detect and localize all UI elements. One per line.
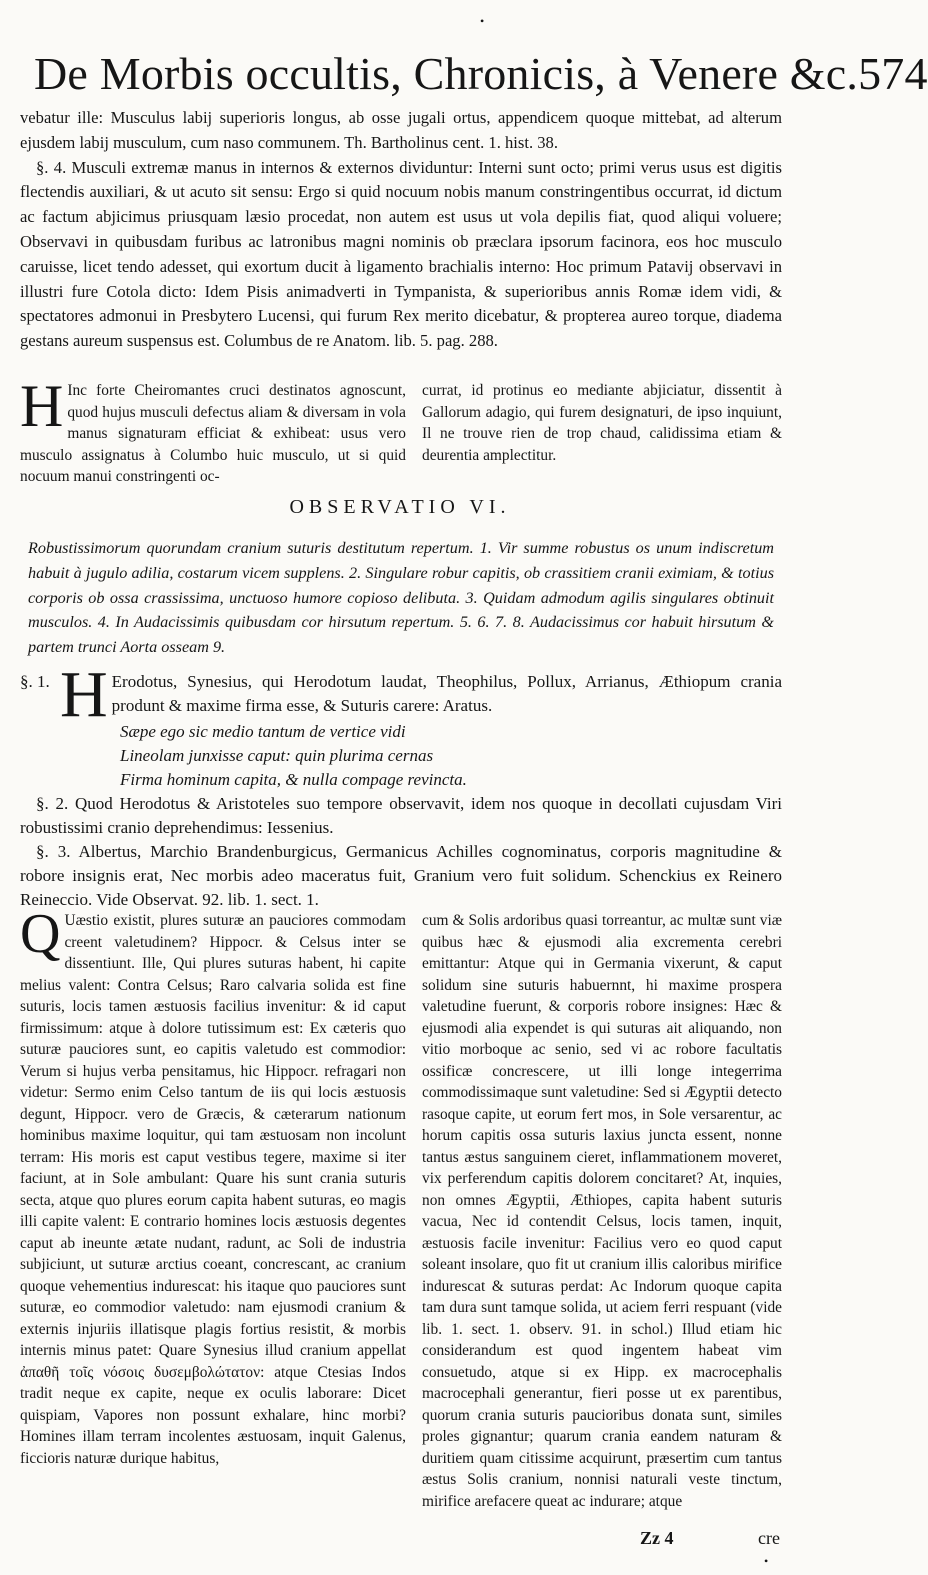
commentary-left-column (20, 373, 406, 488)
commentary-columns (20, 373, 782, 488)
poem-line: Lineolam junxisse caput: quin plurima cernas (120, 746, 434, 765)
observatio-summary: Robustissimorum quorundam cranium suturis destitutum repertum. 1. Vir summe robustus os unum indiscretum habuit à jugulo adilia, costarum vicem supplens. 2. Singulare robur capitis, ob crassitiem cranii eximiam, & totius corporis ob ossa crassissima, unctuoso humore copioso delibuta. 3. Quidam admodum agilis singulares obtinuit musculos. 4. In Audacissimis quibusdam cor hirsutum repertum. 5. 6. 7. 8. Audacissimus cor habuit hirsutum & partem trunci Aorta osseam 9. (28, 539, 774, 657)
quaestio-left-column (20, 903, 406, 1512)
paragraph-herodotus: §. 2. Quod Herodotus & Aristoteles suo tempore observavit, idem nos quoque in decollati cujusdam Viri robustissimi cranio deprehendimus: Iessenius. (20, 794, 782, 837)
quaestio-columns (20, 903, 782, 1512)
page-number: 574 (858, 48, 928, 99)
quaestio-left-text: Uæstio existit, plures suturæ an pauciores commodam creent valetudinem? Hippocr. & Celsus inter se dissentiunt. Ille, Qui plures suturas habent, hi capite melius valent: Contra Celsus; Raro calvaria solida est fine suturis, locis tamen æstuosis facilius invenitur: & id caput firmissimum: atque à dolore tutissimum est: Ex cæteris quo suturæ pauciores sunt, eo capitis valetudo est commodior: Verum si hujus verba pensitamus, hic Hippocr. refragari non videtur: Sermo enim Celso tantum de iis qui locis æstuosis degunt, Hippocr. vero de Græcis, & cæterarum nationum hominibus maxime loquitur, qui tam æstuosam non incolunt terram: His moris est caput vestibus tegere, maxime si iter faciunt, at in Sole ambulant: Quare his sunt crania suturis secta, atque quo plures eorum capita habent suturas, eo magis illi capite valent: E contrario homines locis æstuosis degentes caput ab ineunte ætate nudant, radunt, ac Soli de industria subjiciunt, ut suturæ arctius coeant, concrescant, ac cranium quoque vehementius indurescat: his itaque quo pauciores sunt suturæ, eo commodior valetudo: nam ejusmodi cranium & externis injuriis illatisque plagis fortius resistit, & morbis internis minus patet: Quare Synesius illud cranium appellat ἀπαθῆ τοῖς νόσοις δυσεμβολώτατον: atque Ctesias Indos tradit neque ex capite, neque ex oculis laborare: Dicet quispiam, Vapores non possunt exhalare, hinc morbi? Homines illam terram incolentes æstuosam, inquit Galenus, ficcioris naturæ durique habitus, (20, 912, 406, 1467)
page-footer (640, 1528, 780, 1552)
drop-cap-q: Q (20, 903, 61, 965)
poem-line: Sæpe ego sic medio tantum de vertice vidi (120, 722, 406, 741)
header-title: De Morbis occultis, Chronicis, à Venere &c. (34, 48, 859, 99)
paragraph-albertus: §. 3. Albertus, Marchio Brandenburgicus, Germanicus Achilles cognominatus, corporis magnitudine & robore insignis erat, Nec morbis adeo maceratus fuit, Granium vero fuit solidum. Schenckius ex Reinero Reineccio. Vide Observat. 92. lib. 1. sect. 1. (20, 842, 782, 909)
paragraph-musculi: §. 4. Musculi extremæ manus in internos & externos dividuntur: Interni sunt octo; primi verus usus est digitis flectendis auxiliari, & ut acuto sit sensu: Ergo si quid nocuum nobis manum constringentibus occurrat, id dictum ac factum abjicimus priusquam læsio procedat, non autem est usus ut vola depilis fiat, quod aliqui voluere; Observavi in quibusdam furibus ac latronibus magni nominis ob præclara ipsorum facinora, eos hoc musculo caruisse, licet tendo adesset, qui exortum ducit à ligamento brachialis interno: Hoc primum Patavij observavi in illustri fure Cotola dicto: Idem Pisis animadverti in Tympanista, & superioribus annis Romæ idem vidi, & spectatores admonui in Presbytero Lucensi, qui furum Rex merito dicebatur, & propterea aureo torque, diadema gestans aureum suspensus est. Columbus de re Anatom. lib. 5. pag. 288. (20, 157, 782, 351)
drop-cap-h: H (60, 658, 108, 731)
signature-mark: Zz 4 (640, 1528, 674, 1548)
running-header (34, 46, 928, 102)
commentary-left-text: Inc forte Cheiromantes cruci destinatos agnoscunt, quod hujus musculi defectus aliam & diversam in vola manus signaturam efficiat & exhibeat: usus vero musculo assignatus à Columbo huic musculo, ut si quid nocuum manui constringenti oc- (20, 382, 406, 485)
bottom-mark: • (764, 1554, 769, 1568)
commentary-right-column (422, 380, 782, 488)
quaestio-right-column (422, 910, 782, 1512)
paragraph-bartholinus: vebatur ille: Musculus labij superioris longus, ab osse jugali ortus, appendicem quoque mittebat, ad alterum ejusdem labij musculum, cum naso communem. Th. Bartholinus cent. 1. hist. 38. (20, 108, 782, 152)
section-number: §. 1. (20, 672, 50, 691)
quaestio-right-text: cum & Solis ardoribus quasi torreantur, ac multæ sunt viæ quibus hæc & ejusmodi alia excrementa cerebri emittantur: Atque qui in Germania vixerunt, & caput solidum sine suturis habuernnt, hi maxime prospera valetudine fuerunt, & corporis robore insignes: Hæc & ejusmodi alia expendet is qui suturas ait aliquando, non vitio morboque ac senio, sed vi ac robore facultatis ossificæ concrescere, ut illi longe integerrima commodissimaque sunt valetudine: Sed si Ægyptii detecto rasoque capite, ut eorum fert mos, in Sole versarentur, ac horum capitis ossa suturis laxius juncta essent, nonne tantus æstus sanguinem cieret, inflammationem moveret, vix perferendum capitis dolorem concitaret? At, inquies, non omnes Ægyptii, Æthiopes, capita habent suturis vacua, Nec id contendit Celsus, locis tamen, inquit, æstuosis facile invenitur: Facilius vero eo quod caput soleant insolare, quo fit ut cranium illis caloribus mirifice indurescat & suturas perdat: Ac Indorum quoque capita tam dura sunt tamque solida, ut aciem ferri respuant (vide lib. 1. sect. 1. observ. 91. in schol.) Illud etiam hic considerandum est quod ingentem habeat vim consuetudo, atque si ex Hipp. ex macrocephalis macrocephali generantur, fieri posse ut ex parentibus, quorum crania suturis paucioribus donata sunt, similes proles gignantur; quarum crania eandem naturam & duritiem quam citissime acquirunt, præsertim cum tantus æstus Solis cranium, nonnisi naturali veste tinctum, mirifice arefacere queat ac indurare; atque (422, 912, 782, 1510)
poem (120, 720, 782, 792)
observatio-heading: OBSERVATIO VI. (289, 496, 511, 518)
catchword: cre (758, 1528, 780, 1548)
top-mark: • (480, 14, 485, 28)
commentary-right-text: currat, id protinus eo mediante abjiciatur, dissentit à Gallorum adagio, qui furem designaturi, de ipso inquiunt, Il ne trouve rien de trop chaud, calidissima etiam & deurentia amplectitur. (422, 382, 782, 464)
opening-section (20, 106, 782, 354)
verse-intro: Erodotus, Synesius, qui Herodotum laudat, Theophilus, Pollux, Arrianus, Æthiopum crania produnt & maxime firma esse, & Suturis carere: Aratus. (111, 672, 782, 715)
poem-line: Firma hominum capita, & nulla compage revincta. (120, 770, 467, 789)
drop-cap: H (20, 373, 64, 439)
verse-section (20, 658, 782, 912)
